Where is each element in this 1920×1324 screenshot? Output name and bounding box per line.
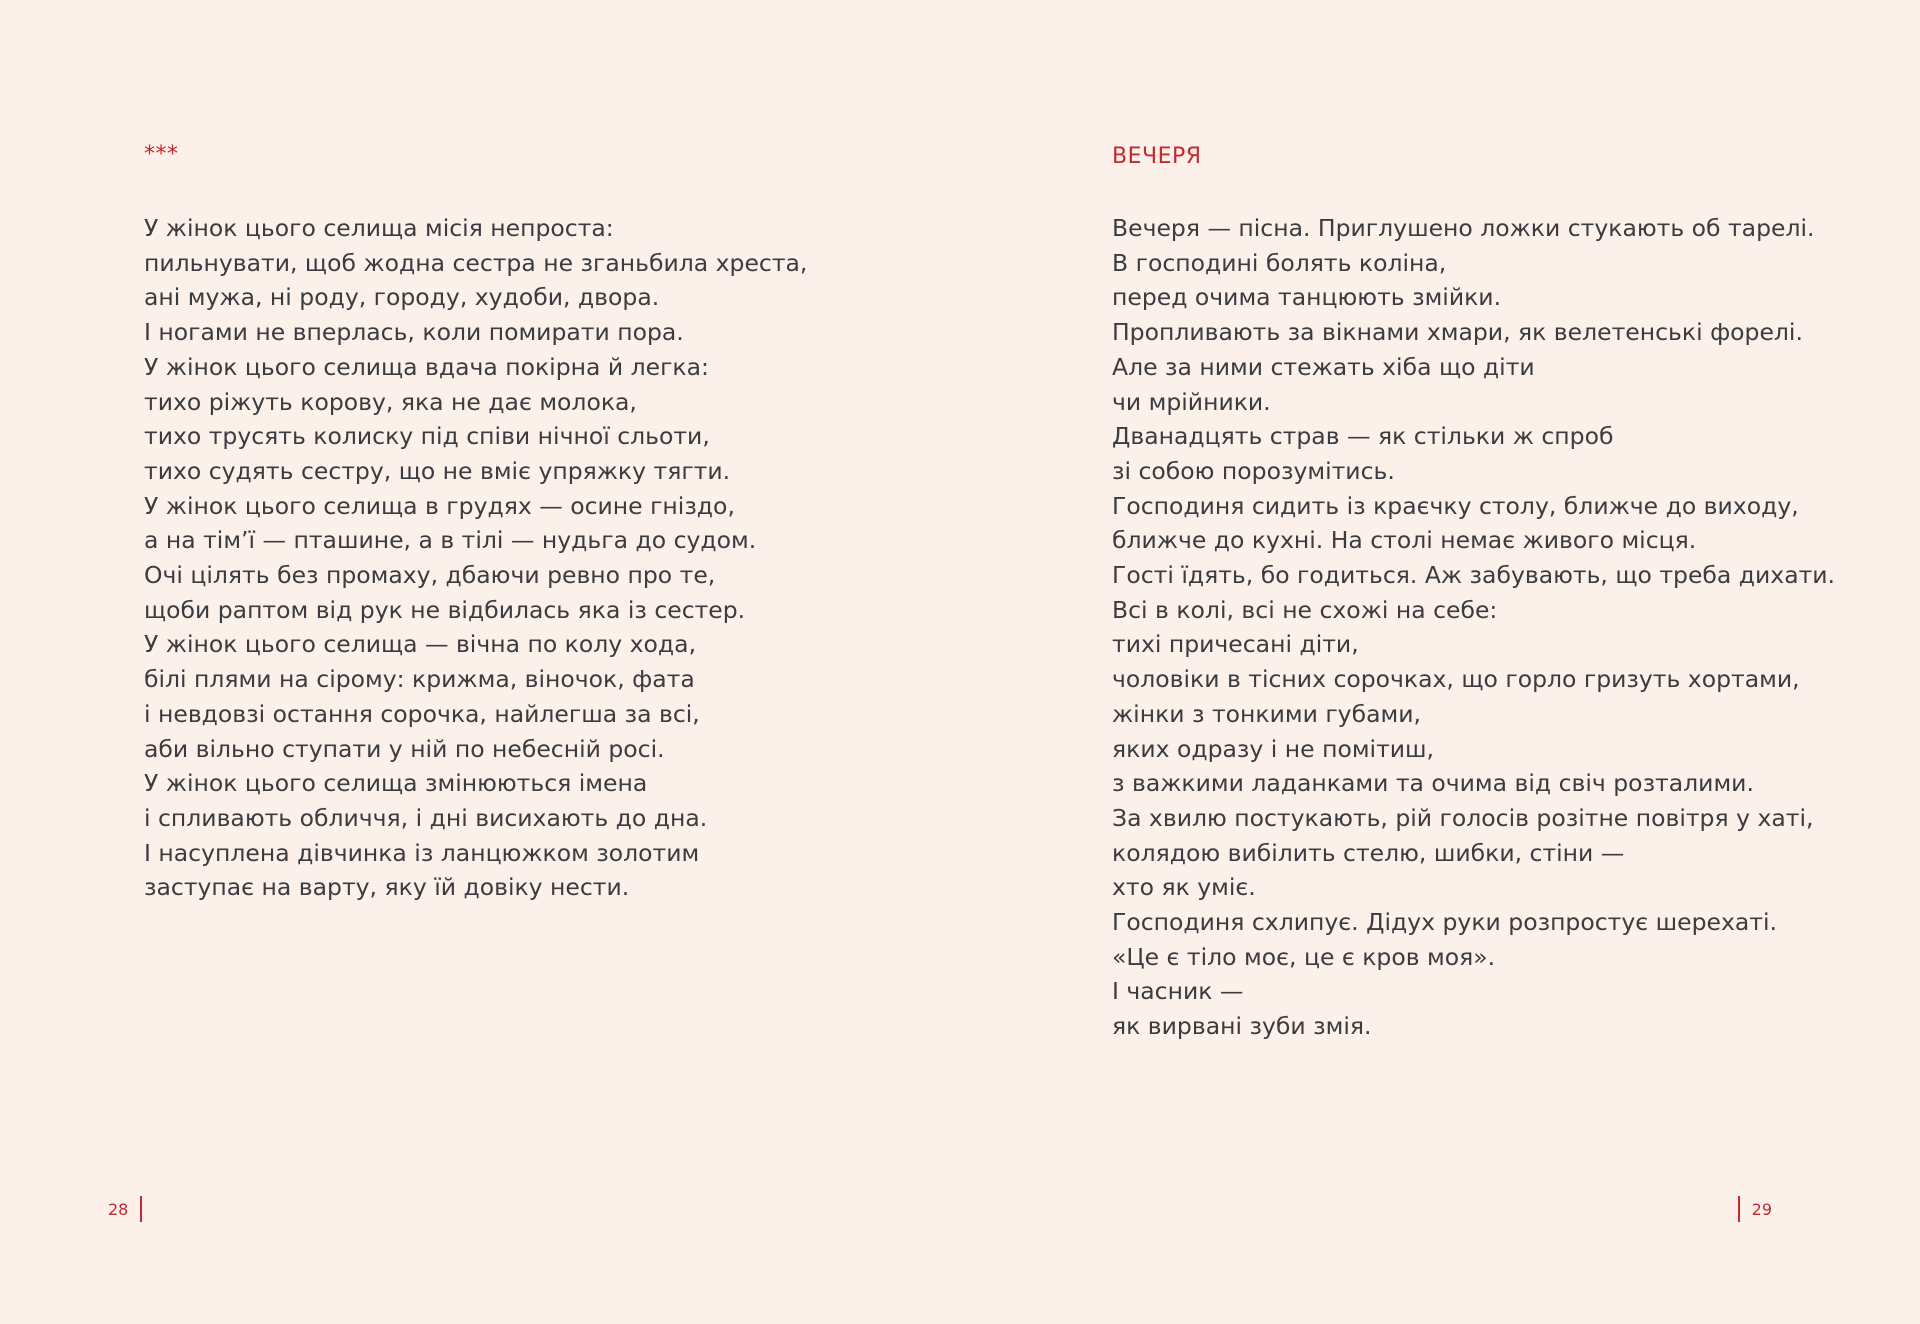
poem-line: тихо трусять колиску під співи нічної сльоти, xyxy=(144,422,710,451)
poem-line: У жінок цього селища місія непроста: xyxy=(144,214,614,242)
poem-line: У жінок цього селища — вічна по колу хода, xyxy=(144,630,697,659)
poem-line: І ногами не вперлась, коли помирати пора. xyxy=(144,318,684,347)
poem-line: хто як уміє. xyxy=(1112,873,1256,902)
poem-line: тихо ріжуть корову, яка не дає молока, xyxy=(144,387,637,416)
poem-line: Дванадцять страв — як стільки ж спроб xyxy=(1112,422,1614,451)
page-folio-left xyxy=(108,1196,142,1222)
poem-line: Очі цілять без промаху, дбаючи ревно про те, xyxy=(144,561,716,590)
poem-line: тихі причесані діти, xyxy=(1112,630,1359,659)
poem-line: І часник — xyxy=(1112,977,1244,1006)
poem-line: тихо судять сестру, що не вміє упряжку тягти. xyxy=(144,456,731,485)
poem-title-asterisks: *** xyxy=(144,142,179,167)
poem-line: чоловіки в тісних сорочках, що горло гризуть хортами, xyxy=(1112,665,1800,694)
poem-line: з важкими ладанками та очима від свіч розталими. xyxy=(1112,769,1754,798)
folio-divider xyxy=(140,1196,142,1222)
poem-line: У жінок цього селища змінюються імена xyxy=(144,769,648,798)
poem-line: В господині болять коліна, xyxy=(1112,248,1447,277)
poem-line: ближче до кухні. На столі немає живого місця. xyxy=(1112,526,1697,555)
poem-line: У жінок цього селища вдача покірна й легка: xyxy=(144,352,709,381)
poem-line: як вирвані зуби змія. xyxy=(1112,1012,1372,1041)
poem-line: Пропливають за вікнами хмари, як велетенські форелі. xyxy=(1112,318,1803,347)
poem-line: Але за ними стежать хіба що діти xyxy=(1112,352,1535,381)
poem-line: чи мрійники. xyxy=(1112,387,1271,416)
poem-line: Господиня схлипує. Дідух руки розпростує шерехаті. xyxy=(1112,908,1777,937)
poem-line: Вечеря — пісна. Приглушено ложки стукають об тарелі. xyxy=(1112,214,1815,242)
poem-line: Господиня сидить із краєчку столу, ближче до виходу, xyxy=(1112,491,1799,520)
poem-line: перед очима танцюють змійки. xyxy=(1112,283,1502,312)
page-number: 28 xyxy=(108,1199,129,1219)
poem-line: і спливають обличчя, і дні висихають до дна. xyxy=(144,803,708,832)
poem-title-vecheria: ВЕЧЕРЯ xyxy=(1112,144,1202,169)
poem-left xyxy=(144,211,807,905)
right-page xyxy=(960,0,1920,1324)
page-number: 29 xyxy=(1751,1199,1772,1219)
page-folio-right xyxy=(1738,1196,1772,1222)
poem-right xyxy=(1112,211,1835,1044)
poem-line: білі плями на сірому: крижма, віночок, фата xyxy=(144,665,695,694)
poem-line: і невдовзі остання сорочка, найлегша за всі, xyxy=(144,699,700,728)
poem-line: яких одразу і не помітиш, xyxy=(1112,734,1435,763)
poem-line: Всі в колі, всі не схожі на себе: xyxy=(1112,595,1498,624)
poem-line: За хвилю постукають, рій голосів розітне повітря у хаті, xyxy=(1112,803,1814,832)
folio-divider xyxy=(1738,1196,1740,1222)
poem-line: а на тім’ї — пташине, а в тілі — нудьга до судом. xyxy=(144,526,757,555)
poem-line: колядою вибілить стелю, шибки, стіни — xyxy=(1112,838,1625,867)
poem-line: аби вільно ступати у ній по небесній росі. xyxy=(144,734,665,763)
poem-line: І насуплена дівчинка із ланцюжком золотим xyxy=(144,838,700,867)
poem-line: У жінок цього селища в грудях — осине гніздо, xyxy=(144,491,735,520)
poem-line: ані мужа, ні роду, городу, худоби, двора. xyxy=(144,283,660,312)
poem-line: пильнувати, щоб жодна сестра не зганьбила хреста, xyxy=(144,248,808,277)
poem-line: зі собою порозумітись. xyxy=(1112,456,1395,485)
poem-line: заступає на варту, яку їй довіку нести. xyxy=(144,873,630,902)
poem-line: «Це є тіло моє, це є кров моя». xyxy=(1112,942,1496,971)
poem-line: щоби раптом від рук не відбилась яка із сестер. xyxy=(144,595,746,624)
poem-line: жінки з тонкими губами, xyxy=(1112,699,1421,728)
poem-line: Гості їдять, бо годиться. Аж забувають, що треба дихати. xyxy=(1112,561,1836,590)
